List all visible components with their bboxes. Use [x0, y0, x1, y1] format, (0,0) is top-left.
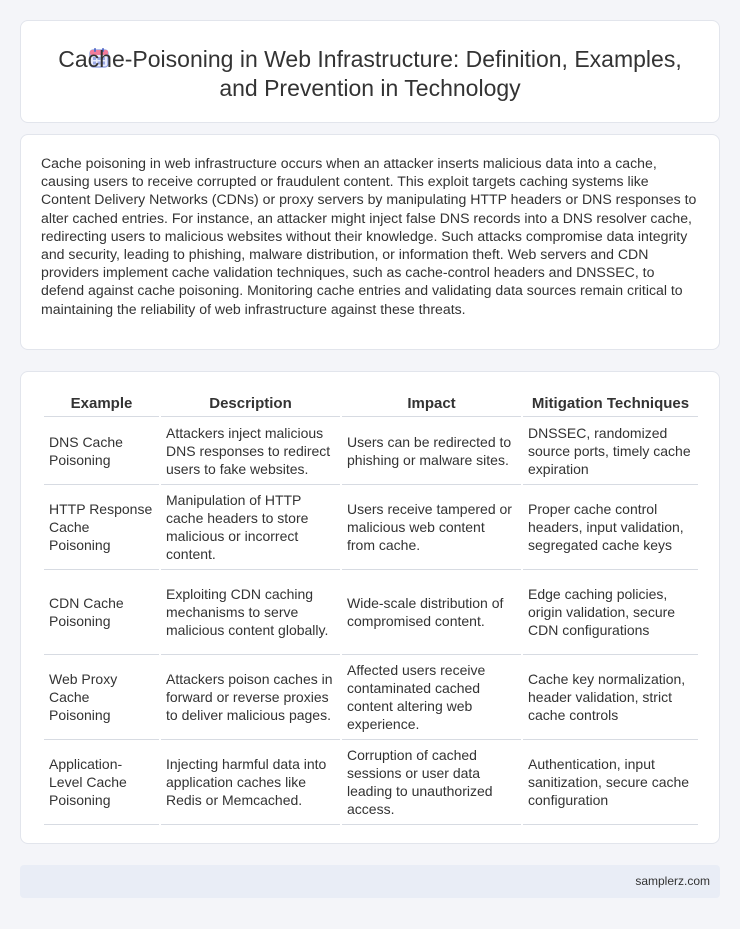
footer-site-link[interactable]: samplerz.com: [635, 874, 710, 888]
cell-description: Injecting harmful data into application caches like Redis or Memcached.: [161, 740, 340, 825]
cell-description: Attackers inject malicious DNS responses to redirect users to fake websites.: [161, 417, 340, 485]
title-card: [20, 20, 720, 123]
cell-mitigation: DNSSEC, randomized source ports, timely cache expiration: [523, 417, 698, 485]
cell-mitigation: Authentication, input sanitization, secure cache configuration: [523, 740, 698, 825]
table-row: [44, 417, 698, 485]
examples-table: [42, 389, 700, 825]
intro-paragraph: Cache poisoning in web infrastructure occurs when an attacker inserts malicious data into a cache, causing users to receive corrupted or fraudulent content. This exploit targets caching systems like Content Delivery Networks (CDNs) or proxy servers by manipulating HTTP headers or DNS responses to alter cached entries. For instance, an attacker might inject false DNS records into a DNS resolver cache, redirecting users to malicious websites without their knowledge. Such attacks compromise data integrity and security, leading to phishing, malware distribution, or information theft. Web servers and CDN providers implement cache validation techniques, such as cache-control headers and DNSSEC, to defend against cache poisoning. Monitoring cache entries and validating data sources remain critical to maintaining the reliability of web infrastructure against these threats.: [41, 155, 697, 317]
cell-impact: Users can be redirected to phishing or malware sites.: [342, 417, 521, 485]
cell-example: CDN Cache Poisoning: [44, 570, 159, 655]
header-description: Description: [161, 389, 340, 417]
cell-impact: Wide-scale distribution of compromised content.: [342, 570, 521, 655]
page-title: Cache-Poisoning in Web Infrastructure: Definition, Examples, and Prevention in Technology: [58, 46, 682, 101]
table-row: [44, 655, 698, 740]
cell-impact: Users receive tampered or malicious web content from cache.: [342, 485, 521, 570]
cell-example: Application-Level Cache Poisoning: [44, 740, 159, 825]
header-example: Example: [44, 389, 159, 417]
cell-mitigation: Cache key normalization, header validation, strict cache controls: [523, 655, 698, 740]
cell-description: Attackers poison caches in forward or reverse proxies to deliver malicious pages.: [161, 655, 340, 740]
table-row: [44, 570, 698, 655]
cell-description: Manipulation of HTTP cache headers to store malicious or incorrect content.: [161, 485, 340, 570]
table-row: [44, 485, 698, 570]
cell-example: HTTP Response Cache Poisoning: [44, 485, 159, 570]
cell-description: Exploiting CDN caching mechanisms to serve malicious content globally.: [161, 570, 340, 655]
cell-example: DNS Cache Poisoning: [44, 417, 159, 485]
table-row: [44, 740, 698, 825]
table-card: [20, 371, 720, 844]
cell-mitigation: Proper cache control headers, input validation, segregated cache keys: [523, 485, 698, 570]
cell-impact: Corruption of cached sessions or user data leading to unauthorized access.: [342, 740, 521, 825]
cell-mitigation: Edge caching policies, origin validation, secure CDN configurations: [523, 570, 698, 655]
cell-impact: Affected users receive contaminated cached content altering web experience.: [342, 655, 521, 740]
footer-bar: [20, 865, 720, 898]
intro-card: [20, 134, 720, 350]
table-header-row: [44, 389, 698, 417]
header-mitigation: Mitigation Techniques: [523, 389, 698, 417]
header-impact: Impact: [342, 389, 521, 417]
cell-example: Web Proxy Cache Poisoning: [44, 655, 159, 740]
